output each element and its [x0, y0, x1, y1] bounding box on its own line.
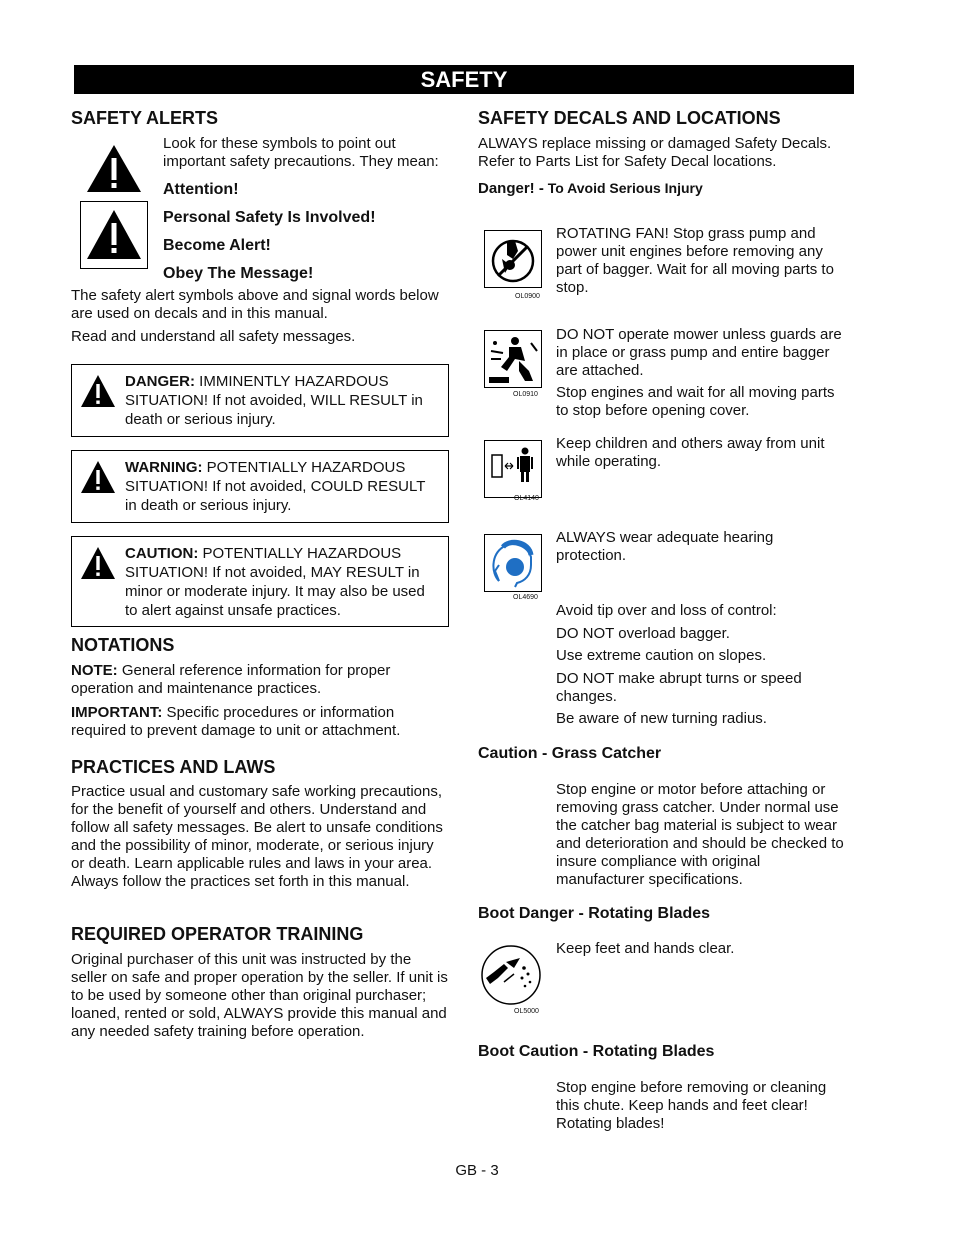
- tipover-line: DO NOT overload bagger.: [556, 625, 730, 642]
- practices-text: Practice usual and customary safe working precautions, for the benefit of yourself and others. Understand and follow all safety messages. Be alert to unsafe conditions and the possibility of minor, moderate, or serious injury or death. Learn applicable rules and laws in your area. Always follow the practices set forth in this manual.: [71, 783, 443, 890]
- alert-triangle-icon: [80, 374, 116, 408]
- tipover-line: DO NOT make abrupt turns or speed changes.: [556, 670, 802, 705]
- alert-triangle-icon: [80, 546, 116, 580]
- rotating-blade-icon: [480, 944, 542, 1006]
- decal-text: DO NOT operate mower unless guards are in place or grass pump and entire bagger are attached.: [556, 326, 842, 379]
- decal-code: OL5000: [514, 1008, 539, 1015]
- page-banner: SAFETY: [74, 65, 854, 94]
- notations-heading: NOTATIONS: [71, 635, 175, 655]
- signal-become-alert: Become Alert!: [163, 237, 271, 254]
- alert-triangle-icon: [85, 143, 143, 194]
- alert-symbol-box: [80, 201, 148, 269]
- fan-hand-icon: [484, 230, 542, 288]
- decal-text: ROTATING FAN! Stop grass pump and power unit engines before removing any part of bagger. Wait for all moving parts to stop.: [556, 225, 834, 296]
- grass-catcher-text: Stop engine or motor before attaching or removing grass catcher. Under normal use the catcher bag material is subject to wear and deterioration and should be checked to insure compliance with original manufacturer specifications.: [556, 781, 844, 888]
- hearing-protection-icon: [484, 534, 542, 592]
- decal-text-2: Stop engines and wait for all moving parts to stop before opening cover.: [556, 384, 835, 419]
- decal-code: OL0910: [513, 391, 538, 398]
- training-heading: REQUIRED OPERATOR TRAINING: [71, 924, 364, 944]
- training-text: Original purchaser of this unit was instructed by the seller on safe and proper operation by the seller. If unit is to be used by someone other than original purchaser; loaned, rented or sold, ALWAYS provide this manual and any needed safety training before operation.: [71, 951, 448, 1040]
- decal-text: ALWAYS wear adequate hearing protection.: [556, 529, 774, 564]
- thrown-object-icon: [484, 330, 542, 388]
- warning-box: [71, 450, 449, 523]
- danger-box: [71, 364, 449, 437]
- danger-text: DANGER: IMMINENTLY HAZARDOUS SITUATION! If not avoided, WILL RESULT in death or serious injury.: [125, 373, 423, 428]
- tipover-line: Use extreme caution on slopes.: [556, 647, 767, 664]
- boot-caution-heading: Boot Caution - Rotating Blades: [478, 1043, 715, 1060]
- keep-away-icon: [484, 440, 542, 498]
- decal-code: OL4690: [513, 594, 538, 601]
- important-text: IMPORTANT: Specific procedures or information required to prevent damage to unit or attachment.: [71, 704, 401, 739]
- signal-personal-safety: Personal Safety Is Involved!: [163, 209, 376, 226]
- note-text: NOTE: General reference information for proper operation and maintenance practices.: [71, 662, 391, 697]
- decal-code: OL0900: [515, 293, 540, 300]
- decal-code: OL4140: [514, 495, 539, 502]
- boot-danger-text: Keep feet and hands clear.: [556, 940, 735, 957]
- caution-box: [71, 536, 449, 627]
- danger-subheading: Danger! - To Avoid Serious Injury: [478, 180, 703, 197]
- signal-obey: Obey The Message!: [163, 265, 314, 282]
- alerts-intro: Look for these symbols to point out important safety precautions. They mean:: [163, 135, 439, 170]
- decals-intro: ALWAYS replace missing or damaged Safety Decals. Refer to Parts List for Safety Decal locations.: [478, 135, 832, 170]
- page-number: GB - 3: [455, 1162, 499, 1179]
- boot-caution-text: Stop engine before removing or cleaning this chute. Keep hands and feet clear! Rotating blades!: [556, 1079, 827, 1132]
- alert-triangle-icon: [80, 460, 116, 494]
- tipover-line: Avoid tip over and loss of control:: [556, 602, 777, 619]
- grass-catcher-heading: Caution - Grass Catcher: [478, 745, 662, 762]
- safety-alerts-heading: SAFETY ALERTS: [71, 108, 219, 128]
- decals-heading: SAFETY DECALS AND LOCATIONS: [478, 108, 781, 128]
- tipover-line: Be aware of new turning radius.: [556, 710, 767, 727]
- alert-triangle-icon: [81, 202, 147, 268]
- caution-text: CAUTION: POTENTIALLY HAZARDOUS SITUATION! If not avoided, MAY RESULT in minor or moderate injury. It may also be used to alert against unsafe practices.: [125, 545, 425, 619]
- boot-danger-heading: Boot Danger - Rotating Blades: [478, 905, 711, 922]
- alerts-para-1: The safety alert symbols above and signal words below are used on decals and in this manual.: [71, 287, 439, 322]
- decal-text: Keep children and others away from unit while operating.: [556, 435, 825, 470]
- signal-attention: Attention!: [163, 181, 239, 198]
- practices-heading: PRACTICES AND LAWS: [71, 757, 276, 777]
- warning-text: WARNING: POTENTIALLY HAZARDOUS SITUATION! If not avoided, COULD RESULT in death or serious injury.: [125, 459, 426, 514]
- alerts-para-2: Read and understand all safety messages.: [71, 328, 356, 345]
